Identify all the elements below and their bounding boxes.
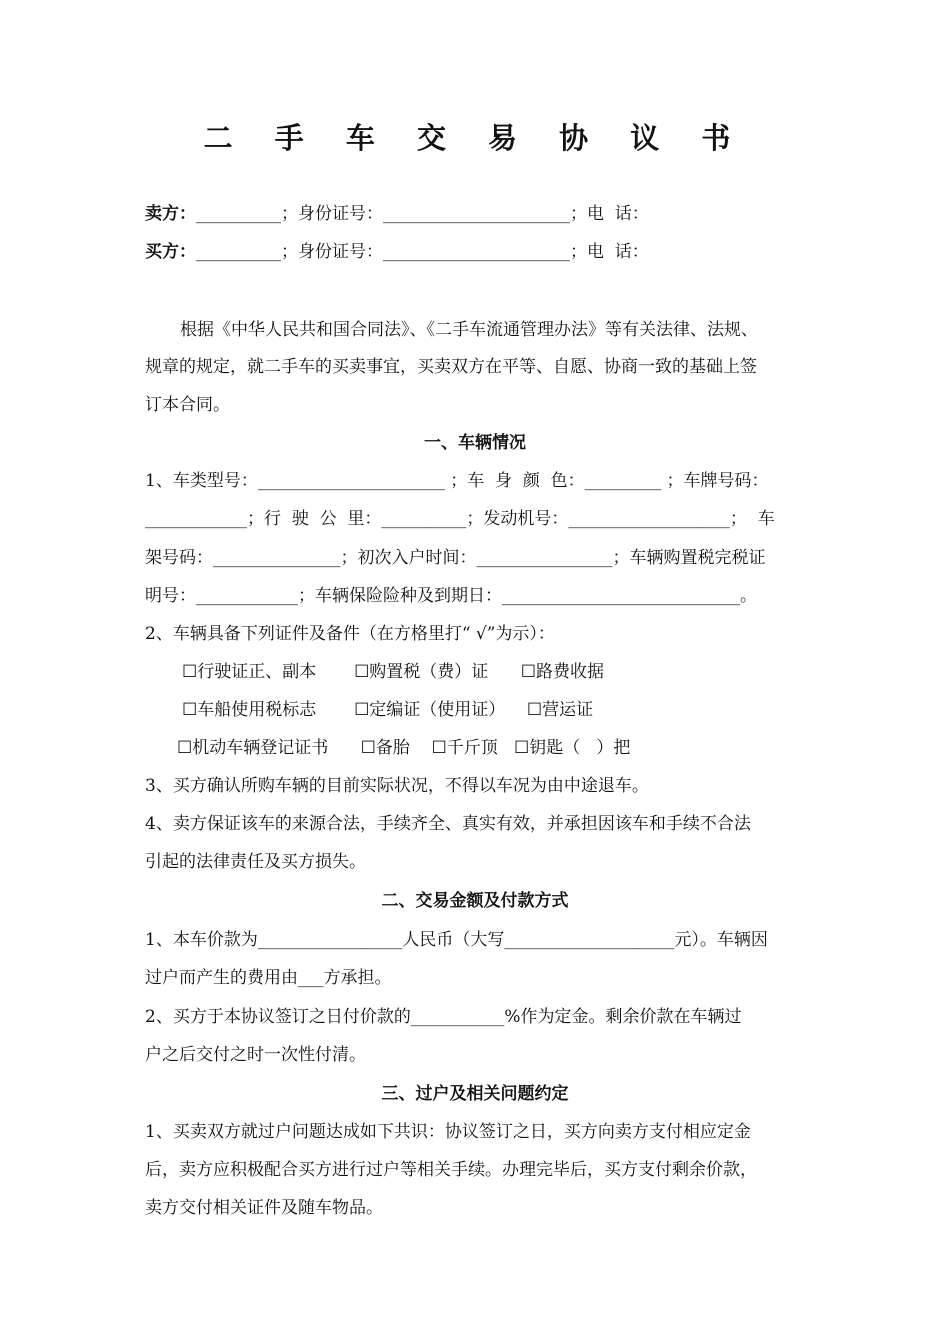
paragraph-line: 明号：____________；车辆保险险种及到期日：____________________________。 xyxy=(145,586,757,606)
paragraph-line: ____________；行 驶 公 里：__________；发动机号：___________________； 车 xyxy=(145,509,775,529)
paragraph-line: 1、本车价款为_________________人民币（大写____________________元）。车辆因 xyxy=(145,930,768,950)
paragraph-line: 过户而产生的费用由___方承担。 xyxy=(145,968,392,988)
checklist-row: ☐行驶证正、副本 ☐购置税（费）证 ☐路费收据 xyxy=(182,662,604,682)
paragraph-line: 1、车类型号：______________________ ；车 身 颜 色：_________ ；车牌号码： xyxy=(145,471,769,491)
section-heading: 一、车辆情况 xyxy=(424,433,526,453)
document-title: 二 手 车 交 易 协 议 书 xyxy=(203,121,747,155)
intro-line: 订本合同。 xyxy=(145,395,230,415)
buyer-line xyxy=(145,240,649,264)
paragraph-line: 2、车辆具备下列证件及备件（在方格里打“ √”为示）： xyxy=(145,624,555,644)
paragraph-line: 引起的法律责任及买方损失。 xyxy=(145,852,366,872)
intro-line: 根据《中华人民共和国合同法》、《二手车流通管理办法》等有关法律、法规、 xyxy=(180,320,758,340)
checklist-row: ☐车船使用税标志 ☐定编证（使用证） ☐营运证 xyxy=(182,700,594,720)
seller-label: 卖方： xyxy=(145,204,196,224)
paragraph-line: 架号码：_______________；初次入户时间：________________；车辆购置税完税证 xyxy=(145,548,766,568)
buyer-label: 买方： xyxy=(145,242,196,262)
paragraph-line: 3、买方确认所购车辆的目前实际状况，不得以车况为由中途退车。 xyxy=(145,776,649,796)
paragraph-line: 户之后交付之时一次性付清。 xyxy=(145,1045,366,1065)
checklist-row: ☐机动车辆登记证书 ☐备胎 ☐千斤顶 ☐钥匙（ ）把 xyxy=(177,738,631,758)
seller-line xyxy=(145,202,649,226)
paragraph-line: 4、卖方保证该车的来源合法，手续齐全、真实有效，并承担因该车和手续不合法 xyxy=(145,814,751,834)
paragraph-line: 2、买方于本协议签订之日付价款的___________%作为定金。剩余价款在车辆过 xyxy=(145,1007,742,1027)
paragraph-line: 1、买卖双方就过户问题达成如下共识：协议签订之日，买方向卖方支付相应定金 xyxy=(145,1122,751,1142)
seller-fields: __________；身份证号：______________________；电 话： xyxy=(196,204,649,224)
section-heading: 三、过户及相关问题约定 xyxy=(381,1084,569,1104)
section-heading: 二、交易金额及付款方式 xyxy=(381,891,569,911)
intro-line: 规章的规定，就二手车的买卖事宜，买卖双方在平等、自愿、协商一致的基础上签 xyxy=(145,357,757,377)
paragraph-line: 卖方交付相关证件及随车物品。 xyxy=(145,1198,383,1218)
paragraph-line: 后，卖方应积极配合买方进行过户等相关手续。办理完毕后，买方支付剩余价款， xyxy=(145,1160,757,1180)
buyer-fields: __________；身份证号：______________________；电 话： xyxy=(196,242,649,262)
